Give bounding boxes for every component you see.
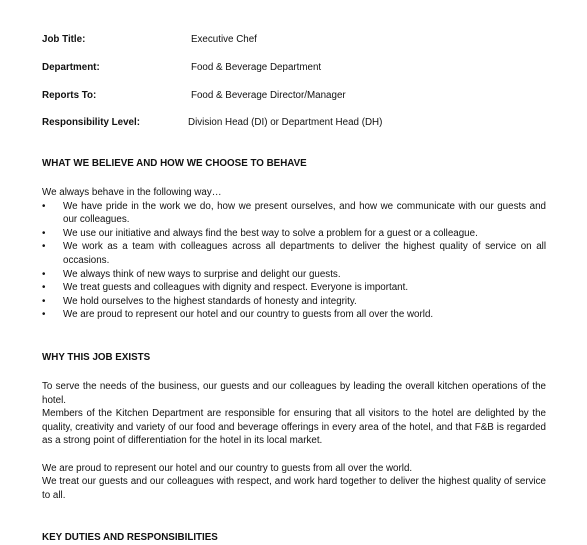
section-heading-believe: WHAT WE BELIEVE AND HOW WE CHOOSE TO BEHAVE	[42, 158, 307, 169]
list-item-text: We always think of new ways to surprise and delight our guests.	[63, 268, 341, 280]
values-list	[42, 200, 546, 322]
responsibility-level-row	[42, 116, 546, 130]
list-item-text: We work as a team with colleagues across all departments to deliver the highest quality of service on all occasions.	[63, 241, 546, 266]
department-row	[42, 61, 546, 75]
list-item	[42, 200, 546, 227]
list-item	[42, 268, 546, 282]
department-value: Food & Beverage Department	[191, 62, 322, 73]
why-paragraph: To serve the needs of the business, our guests and our colleagues by leading the overall kitchen operations of the hotel.	[42, 381, 546, 406]
why-section-body	[42, 380, 546, 502]
bullet-icon: •	[42, 309, 46, 321]
list-item-text: We are proud to represent our hotel and our country to guests from all over the world.	[63, 309, 434, 321]
department-label: Department:	[42, 62, 100, 73]
bullet-icon: •	[42, 282, 46, 294]
bullet-icon: •	[42, 227, 46, 239]
list-item	[42, 308, 546, 322]
why-paragraph: We are proud to represent our hotel and our country to guests from all over the world.	[42, 462, 413, 474]
list-item-text: We hold ourselves to the highest standards of honesty and integrity.	[63, 295, 357, 307]
reports-to-label: Reports To:	[42, 90, 97, 101]
bullet-icon: •	[42, 200, 46, 212]
job-title-label: Job Title:	[42, 34, 86, 45]
why-paragraph: We treat our guests and our colleagues with respect, and work hard together to deliver the highest quality of service to all.	[42, 476, 546, 501]
job-title-row	[42, 33, 546, 47]
bullet-icon: •	[42, 241, 46, 253]
responsibility-level-value: Division Head (DI) or Department Head (DH)	[188, 117, 383, 128]
job-title-value: Executive Chef	[191, 34, 257, 45]
believe-intro: We always behave in the following way…	[42, 187, 222, 198]
list-item-text: We have pride in the work we do, how we present ourselves, and how we communicate with our guests and our colleagues.	[63, 200, 546, 226]
list-item	[42, 281, 546, 295]
reports-to-value: Food & Beverage Director/Manager	[191, 90, 346, 101]
section-heading-why: WHY THIS JOB EXISTS	[42, 352, 151, 363]
list-item	[42, 240, 546, 267]
list-item	[42, 227, 546, 241]
list-item-text: We treat guests and colleagues with dignity and respect. Everyone is important.	[63, 282, 409, 294]
believe-section-body	[42, 186, 546, 322]
list-item	[42, 295, 546, 309]
section-heading-duties: KEY DUTIES AND RESPONSIBILITIES	[42, 532, 218, 543]
bullet-icon: •	[42, 295, 46, 307]
list-item-text: We use our initiative and always find the best way to solve a problem for a guest or a colleague.	[63, 227, 478, 239]
reports-to-row	[42, 89, 546, 103]
bullet-icon: •	[42, 268, 46, 280]
why-paragraph: Members of the Kitchen Department are responsible for ensuring that all visitors to the hotel are delighted by the quality, creativity and variety of our food and beverage offerings in every area of the hotel, and that F&B is regarded as a strong point of differentiation for the hotel in its local market.	[42, 408, 546, 447]
responsibility-level-label: Responsibility Level:	[42, 117, 140, 128]
